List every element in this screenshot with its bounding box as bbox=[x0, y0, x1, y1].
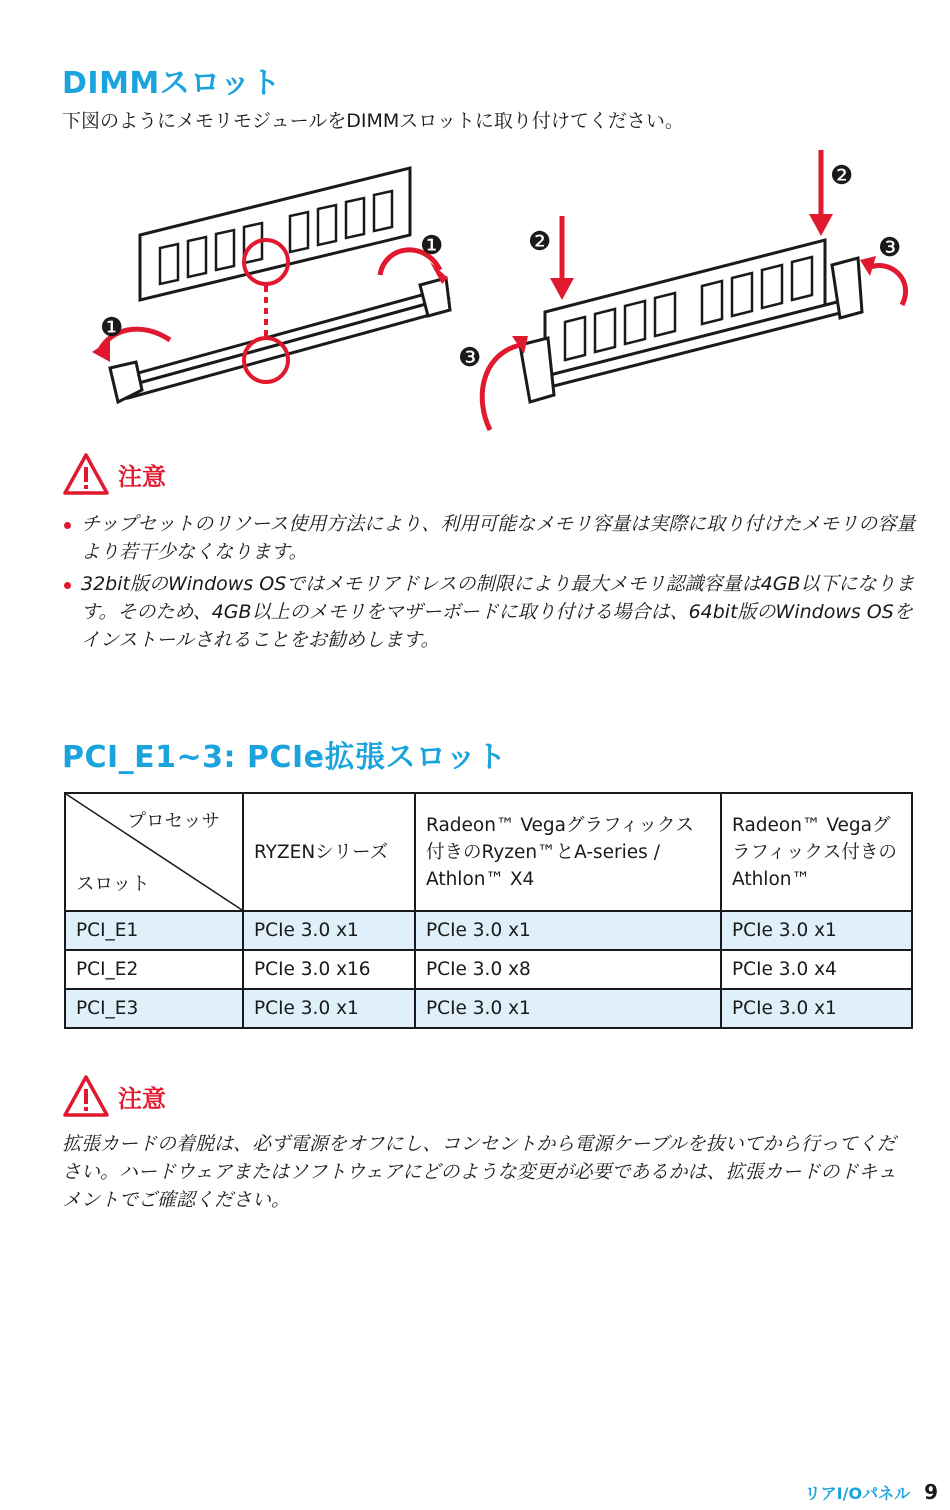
step-marker-3: ❸ bbox=[458, 343, 482, 373]
column-header: Radeon™ Vegaグラフィックス付きのRyzen™とA-series / Athlon™ X4 bbox=[415, 793, 721, 911]
arrow-head-icon bbox=[809, 214, 833, 236]
column-header: RYZENシリーズ bbox=[243, 793, 415, 911]
table-cell: PCI_E1 bbox=[65, 911, 243, 950]
memory-module-right bbox=[545, 240, 825, 380]
table-cell: PCI_E3 bbox=[65, 989, 243, 1028]
step-marker-2: ❷ bbox=[830, 161, 854, 191]
column-header: Radeon™ Vegaグラフィックス付きのAthlon™ bbox=[721, 793, 912, 911]
step-marker-2: ❷ bbox=[528, 227, 552, 257]
table-cell: PCIe 3.0 x1 bbox=[415, 989, 721, 1028]
footer-section-name: リアI/Oパネル bbox=[804, 1484, 911, 1503]
pcie-section-title: PCI_E1~3: PCIe拡張スロット bbox=[62, 740, 507, 775]
note-text: 32bit版のWindows OSではメモリアドレスの制限により最大メモリ認識容量は4GB以下になります。そのため、4GB以上のメモリをマザーボードに取り付ける場合は、64bit版のWindows OSをインストールされることをお勧めします。 bbox=[81, 573, 915, 651]
list-item bbox=[62, 570, 922, 654]
table-cell: PCIe 3.0 x1 bbox=[721, 989, 912, 1028]
list-item bbox=[62, 510, 922, 566]
table-cell: PCIe 3.0 x4 bbox=[721, 950, 912, 989]
corner-label-slot: スロット bbox=[76, 874, 150, 895]
bullet-icon bbox=[64, 582, 71, 589]
page-footer bbox=[805, 1480, 938, 1504]
corner-label-processor: プロセッサ bbox=[127, 811, 220, 832]
arrow-head-icon bbox=[550, 278, 574, 300]
dimm-installation-diagram bbox=[80, 140, 920, 440]
expansion-card-caution-text: 拡張カードの着脱は、必ず電源をオフにし、コンセントから電源ケーブルを抜いてから行ってください。ハードウェアまたはソフトウェアにどのような変更が必要であるかは、拡張カードのドキュメントでご確認ください。 bbox=[62, 1133, 897, 1211]
table-cell: PCIe 3.0 x1 bbox=[243, 911, 415, 950]
caution-notes-list bbox=[62, 510, 922, 658]
table-cell: PCIe 3.0 x1 bbox=[415, 911, 721, 950]
pcie-lane-table bbox=[64, 792, 913, 1029]
caution-heading bbox=[62, 1074, 166, 1118]
dimm-intro-text: 下図のようにメモリモジュールをDIMMスロットに取り付けてください。 bbox=[62, 110, 684, 132]
caution-label: 注意 bbox=[118, 462, 166, 491]
step-marker-3: ❸ bbox=[878, 233, 902, 263]
dimm-section-title: DIMMスロット bbox=[62, 66, 282, 101]
warning-icon bbox=[62, 1074, 110, 1118]
dimm-slot-left bbox=[110, 278, 450, 402]
step-marker-1: ❶ bbox=[100, 313, 124, 343]
step-marker-1: ❶ bbox=[420, 231, 444, 261]
table-cell: PCIe 3.0 x8 bbox=[415, 950, 721, 989]
table-row bbox=[65, 911, 912, 950]
caution-heading bbox=[62, 452, 166, 496]
bullet-icon bbox=[64, 522, 71, 529]
table-cell: PCIe 3.0 x16 bbox=[243, 950, 415, 989]
table-cell: PCI_E2 bbox=[65, 950, 243, 989]
note-text: チップセットのリソース使用方法により、利用可能なメモリ容量は実際に取り付けたメモリの容量より若干少なくなります。 bbox=[81, 513, 916, 563]
warning-icon bbox=[62, 452, 110, 496]
table-row bbox=[65, 989, 912, 1028]
page-number: 9 bbox=[924, 1480, 938, 1504]
table-cell: PCIe 3.0 x1 bbox=[721, 911, 912, 950]
arrow-head-icon bbox=[92, 340, 110, 362]
table-row bbox=[65, 950, 912, 989]
corner-header-cell bbox=[65, 793, 243, 911]
table-cell: PCIe 3.0 x1 bbox=[243, 989, 415, 1028]
caution-label: 注意 bbox=[118, 1084, 166, 1113]
